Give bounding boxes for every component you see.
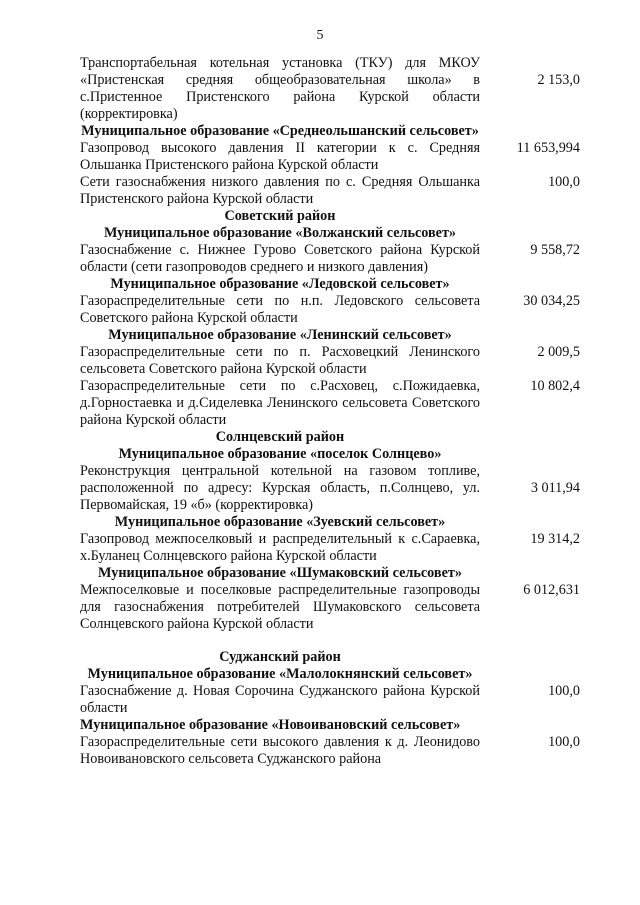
budget-row <box>80 378 580 429</box>
budget-row <box>80 344 580 378</box>
row-amount: 9 558,72 <box>530 242 580 258</box>
row-description: Реконструкция центральной котельной на газовом топливе, расположенной по адресу: Курская область, п.Солнцево, ул. Первомайская, 19 «б» (корректировка) <box>80 463 480 513</box>
row-description: Газопровод высокого давления II категории к с. Средняя Ольшанка Пристенского района Курской области <box>80 140 480 173</box>
section-heading: Суджанский район <box>219 649 341 665</box>
section-heading: Муниципальное образование «Шумаковский сельсовет» <box>98 565 462 581</box>
row-amount: 3 011,94 <box>530 480 580 496</box>
row-description: Межпоселковые и поселковые распределительные газопроводы для газоснабжения потребителей Шумаковского сельсовета Солнцевского района Курской области <box>80 582 480 632</box>
section-heading: Муниципальное образование «Волжанский сельсовет» <box>103 225 457 241</box>
row-description: Газоснабжение с. Нижнее Гурово Советского района Курской области (сети газопроводов среднего и низкого давления) <box>80 242 480 275</box>
row-amount: 19 314,2 <box>530 531 580 547</box>
row-description: Газопровод межпоселковый и распределительный к с.Сараевка, х.Буланец Солнцевского района Курской области <box>80 531 480 564</box>
row-amount: 2 009,5 <box>537 344 580 360</box>
row-amount: 2 153,0 <box>537 72 580 88</box>
row-amount: 100,0 <box>548 683 580 699</box>
row-amount: 10 802,4 <box>530 378 580 394</box>
row-amount: 6 012,631 <box>523 582 580 598</box>
budget-list <box>80 55 580 768</box>
spacer <box>80 633 580 649</box>
budget-row <box>80 463 580 514</box>
section-heading: Солнцевский район <box>215 429 345 445</box>
budget-row <box>80 293 580 327</box>
row-amount: 30 034,25 <box>523 293 580 309</box>
section-heading: Муниципальное образование «Малолокнянский сельсовет» <box>87 666 473 682</box>
budget-row <box>80 683 580 717</box>
section-heading: Советский район <box>224 208 336 224</box>
row-description: Газораспределительные сети высокого давления к д. Леонидово Новоивановского сельсовета Суджанского района <box>80 734 480 767</box>
budget-row <box>80 734 580 768</box>
section-heading: Муниципальное образование «поселок Солнцево» <box>118 446 442 462</box>
page-number: 5 <box>316 28 324 43</box>
row-description: Газораспределительные сети по с.Расховец, с.Пожидаевка, д.Горностаевка и д.Сиделевка Ленинского сельсовета Советского района Курской области <box>80 378 480 428</box>
section-heading: Муниципальное образование «Зуевский сельсовет» <box>114 514 446 530</box>
row-description: Транспортабельная котельная установка (ТКУ) для МКОУ «Пристенская средняя общеобразовательная школа» в с.Пристенное Пристенского района Курской области (корректировка) <box>80 55 480 122</box>
budget-row <box>80 140 580 174</box>
row-amount: 100,0 <box>548 174 580 190</box>
section-heading: Муниципальное образование «Ледовской сельсовет» <box>110 276 450 292</box>
budget-row <box>80 531 580 565</box>
budget-row <box>80 242 580 276</box>
budget-row <box>80 174 580 208</box>
row-description: Газораспределительные сети по п. Расховецкий Ленинского сельсовета Советского района Курской области <box>80 344 480 377</box>
row-amount: 11 653,994 <box>516 140 580 156</box>
row-description: Газоснабжение д. Новая Сорочина Суджанского района Курской области <box>80 683 480 716</box>
budget-row <box>80 582 580 633</box>
budget-row <box>80 55 580 123</box>
row-description: Газораспределительные сети по н.п. Ледовского сельсовета Советского района Курской области <box>80 293 480 326</box>
section-heading: Муниципальное образование «Среднеольшанский сельсовет» <box>81 123 479 139</box>
section-heading: Муниципальное образование «Ленинский сельсовет» <box>108 327 452 343</box>
row-amount: 100,0 <box>548 734 580 750</box>
row-description: Сети газоснабжения низкого давления по с. Средняя Ольшанка Пристенского района Курской области <box>80 174 480 207</box>
section-heading: Муниципальное образование «Новоивановский сельсовет» <box>80 717 461 733</box>
